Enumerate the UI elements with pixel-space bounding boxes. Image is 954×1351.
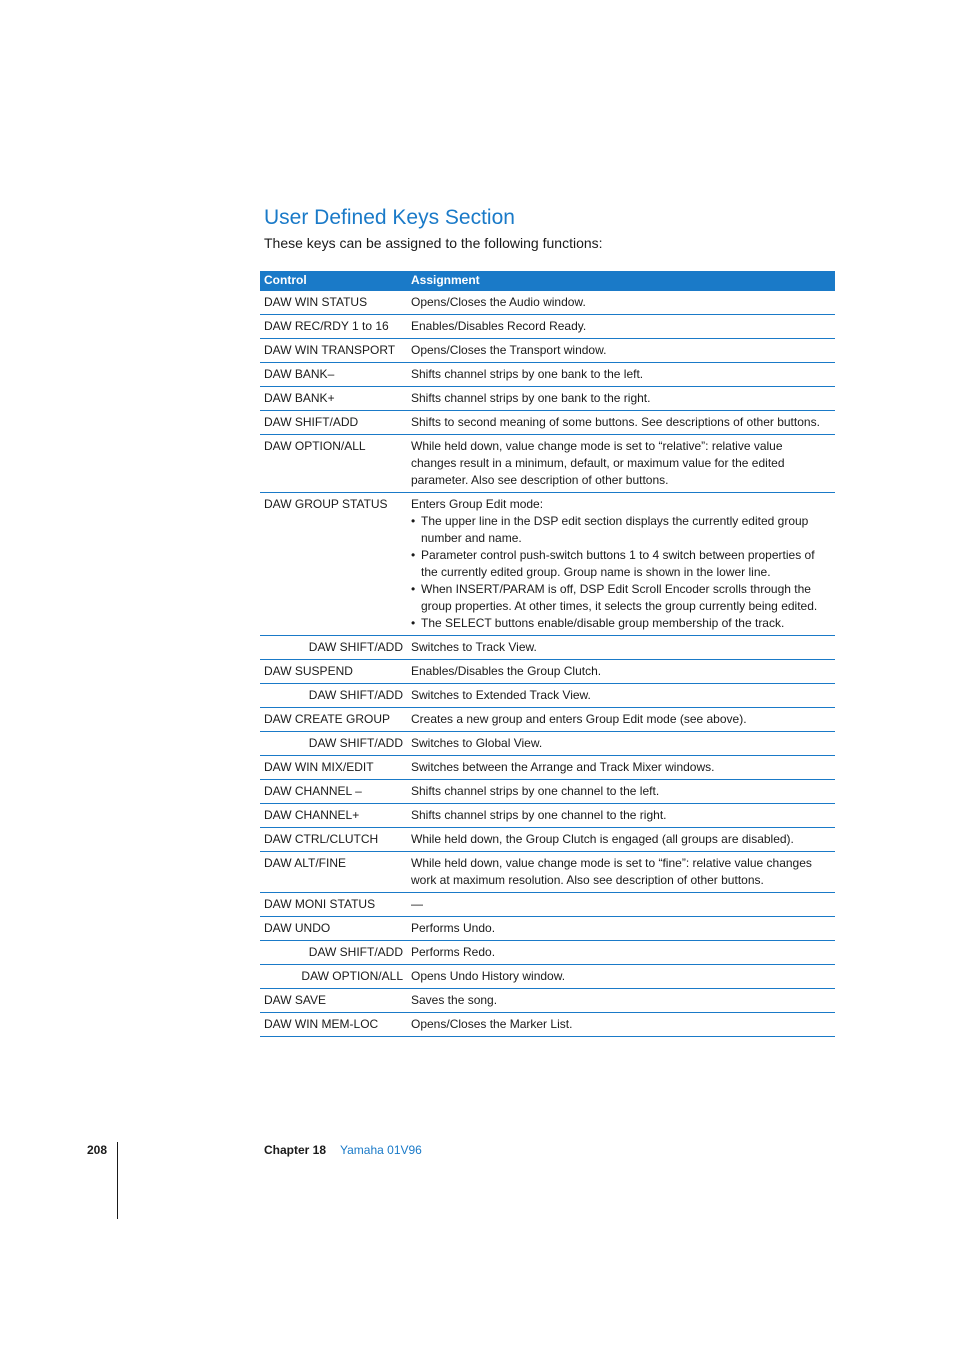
control-cell: DAW CTRL/CLUTCH [260,828,407,852]
assignment-cell: Creates a new group and enters Group Edit mode (see above). [407,708,835,732]
control-cell: DAW WIN MIX/EDIT [260,756,407,780]
table-row [260,780,835,804]
table-row [260,1013,835,1037]
bullet-icon: • [411,548,416,562]
assignment-cell: Shifts to second meaning of some buttons. See descriptions of other buttons. [407,411,835,435]
sub-control-cell: DAW SHIFT/ADD [260,684,407,708]
table-row [260,493,835,636]
assignment-cell: While held down, value change mode is set to “fine”: relative value changes work at maximum resolution. Also see description of other buttons. [407,852,835,893]
control-cell: DAW GROUP STATUS [260,493,407,636]
control-cell: DAW BANK– [260,363,407,387]
control-cell: DAW BANK+ [260,387,407,411]
assignment-cell: Switches between the Arrange and Track Mixer windows. [407,756,835,780]
list-item [411,615,831,632]
bullet-text: Parameter control push-switch buttons 1 to 4 switch between properties of the currently edited group. Group name is shown in the lower line. [421,548,815,579]
assignment-cell: Opens/Closes the Transport window. [407,339,835,363]
control-cell: DAW CHANNEL+ [260,804,407,828]
table-row [260,917,835,941]
assignment-cell: Enables/Disables Record Ready. [407,315,835,339]
assignment-cell: Switches to Track View. [407,636,835,660]
assignment-cell: Enables/Disables the Group Clutch. [407,660,835,684]
assignment-cell: Performs Undo. [407,917,835,941]
footer-divider [117,1142,118,1219]
table-row [260,339,835,363]
assignment-cell: Performs Redo. [407,941,835,965]
assignment-cell: Opens/Closes the Audio window. [407,291,835,315]
assignment-cell: Switches to Extended Track View. [407,684,835,708]
control-cell: DAW ALT/FINE [260,852,407,893]
sub-control-cell: DAW SHIFT/ADD [260,636,407,660]
assignment-cell: — [407,893,835,917]
table-row [260,291,835,315]
table-row [260,387,835,411]
control-cell: DAW WIN TRANSPORT [260,339,407,363]
assignment-cell: Opens Undo History window. [407,965,835,989]
assignment-cell: While held down, value change mode is set to “relative”: relative value changes result in a minimum, default, or maximum value for the edited parameter. Also see description of other buttons. [407,435,835,493]
section-intro: These keys can be assigned to the following functions: [264,235,603,251]
bullet-text: When INSERT/PARAM is off, DSP Edit Scroll Encoder scrolls through the group properties. At other times, it selects the group currently being edited. [421,582,818,613]
assignment-cell: While held down, the Group Clutch is engaged (all groups are disabled). [407,828,835,852]
user-defined-keys-table [260,271,835,1037]
control-cell: DAW UNDO [260,917,407,941]
column-header-control: Control [260,271,407,291]
assignment-cell: Shifts channel strips by one bank to the right. [407,387,835,411]
bullet-text: The SELECT buttons enable/disable group membership of the track. [421,616,785,630]
assignment-cell: Shifts channel strips by one channel to the left. [407,780,835,804]
control-cell: DAW CREATE GROUP [260,708,407,732]
control-cell: DAW CHANNEL – [260,780,407,804]
control-cell: DAW WIN MEM-LOC [260,1013,407,1037]
list-item [411,513,831,547]
control-cell: DAW WIN STATUS [260,291,407,315]
assignment-cell: Shifts channel strips by one channel to the right. [407,804,835,828]
sub-control-cell: DAW SHIFT/ADD [260,941,407,965]
table-row [260,893,835,917]
assignment-cell: Opens/Closes the Marker List. [407,1013,835,1037]
table-row [260,435,835,493]
page-number: 208 [87,1143,108,1157]
control-cell: DAW OPTION/ALL [260,435,407,493]
control-cell: DAW REC/RDY 1 to 16 [260,315,407,339]
bullet-text: The upper line in the DSP edit section displays the currently edited group number and name. [421,514,809,545]
table-row [260,636,835,660]
table-row [260,684,835,708]
bullet-icon: • [411,514,416,528]
bullet-icon: • [411,616,416,630]
control-cell: DAW SAVE [260,989,407,1013]
list-item [411,547,831,581]
bullet-icon: • [411,582,416,596]
assignment-lead: Enters Group Edit mode: [411,497,544,511]
section-title: User Defined Keys Section [264,206,515,229]
table-row [260,363,835,387]
table-body [260,291,835,1037]
list-item [411,581,831,615]
control-cell: DAW SUSPEND [260,660,407,684]
table-row [260,411,835,435]
table-row [260,708,835,732]
sub-control-cell: DAW OPTION/ALL [260,965,407,989]
table-row [260,732,835,756]
table-row [260,828,835,852]
assignment-bullet-list [411,513,831,632]
table-row [260,965,835,989]
assignment-cell: Switches to Global View. [407,732,835,756]
table-header-row [260,271,835,291]
table-row [260,315,835,339]
column-header-assignment: Assignment [407,271,835,291]
table-row [260,989,835,1013]
control-cell: DAW MONI STATUS [260,893,407,917]
assignment-cell [407,493,835,636]
table-row [260,941,835,965]
table-row [260,660,835,684]
chapter-label: Chapter 18 [264,1143,327,1157]
product-name: Yamaha 01V96 [340,1143,422,1157]
table-row [260,852,835,893]
control-cell: DAW SHIFT/ADD [260,411,407,435]
assignment-cell: Shifts channel strips by one bank to the left. [407,363,835,387]
table-row [260,804,835,828]
sub-control-cell: DAW SHIFT/ADD [260,732,407,756]
assignment-cell: Saves the song. [407,989,835,1013]
table-row [260,756,835,780]
